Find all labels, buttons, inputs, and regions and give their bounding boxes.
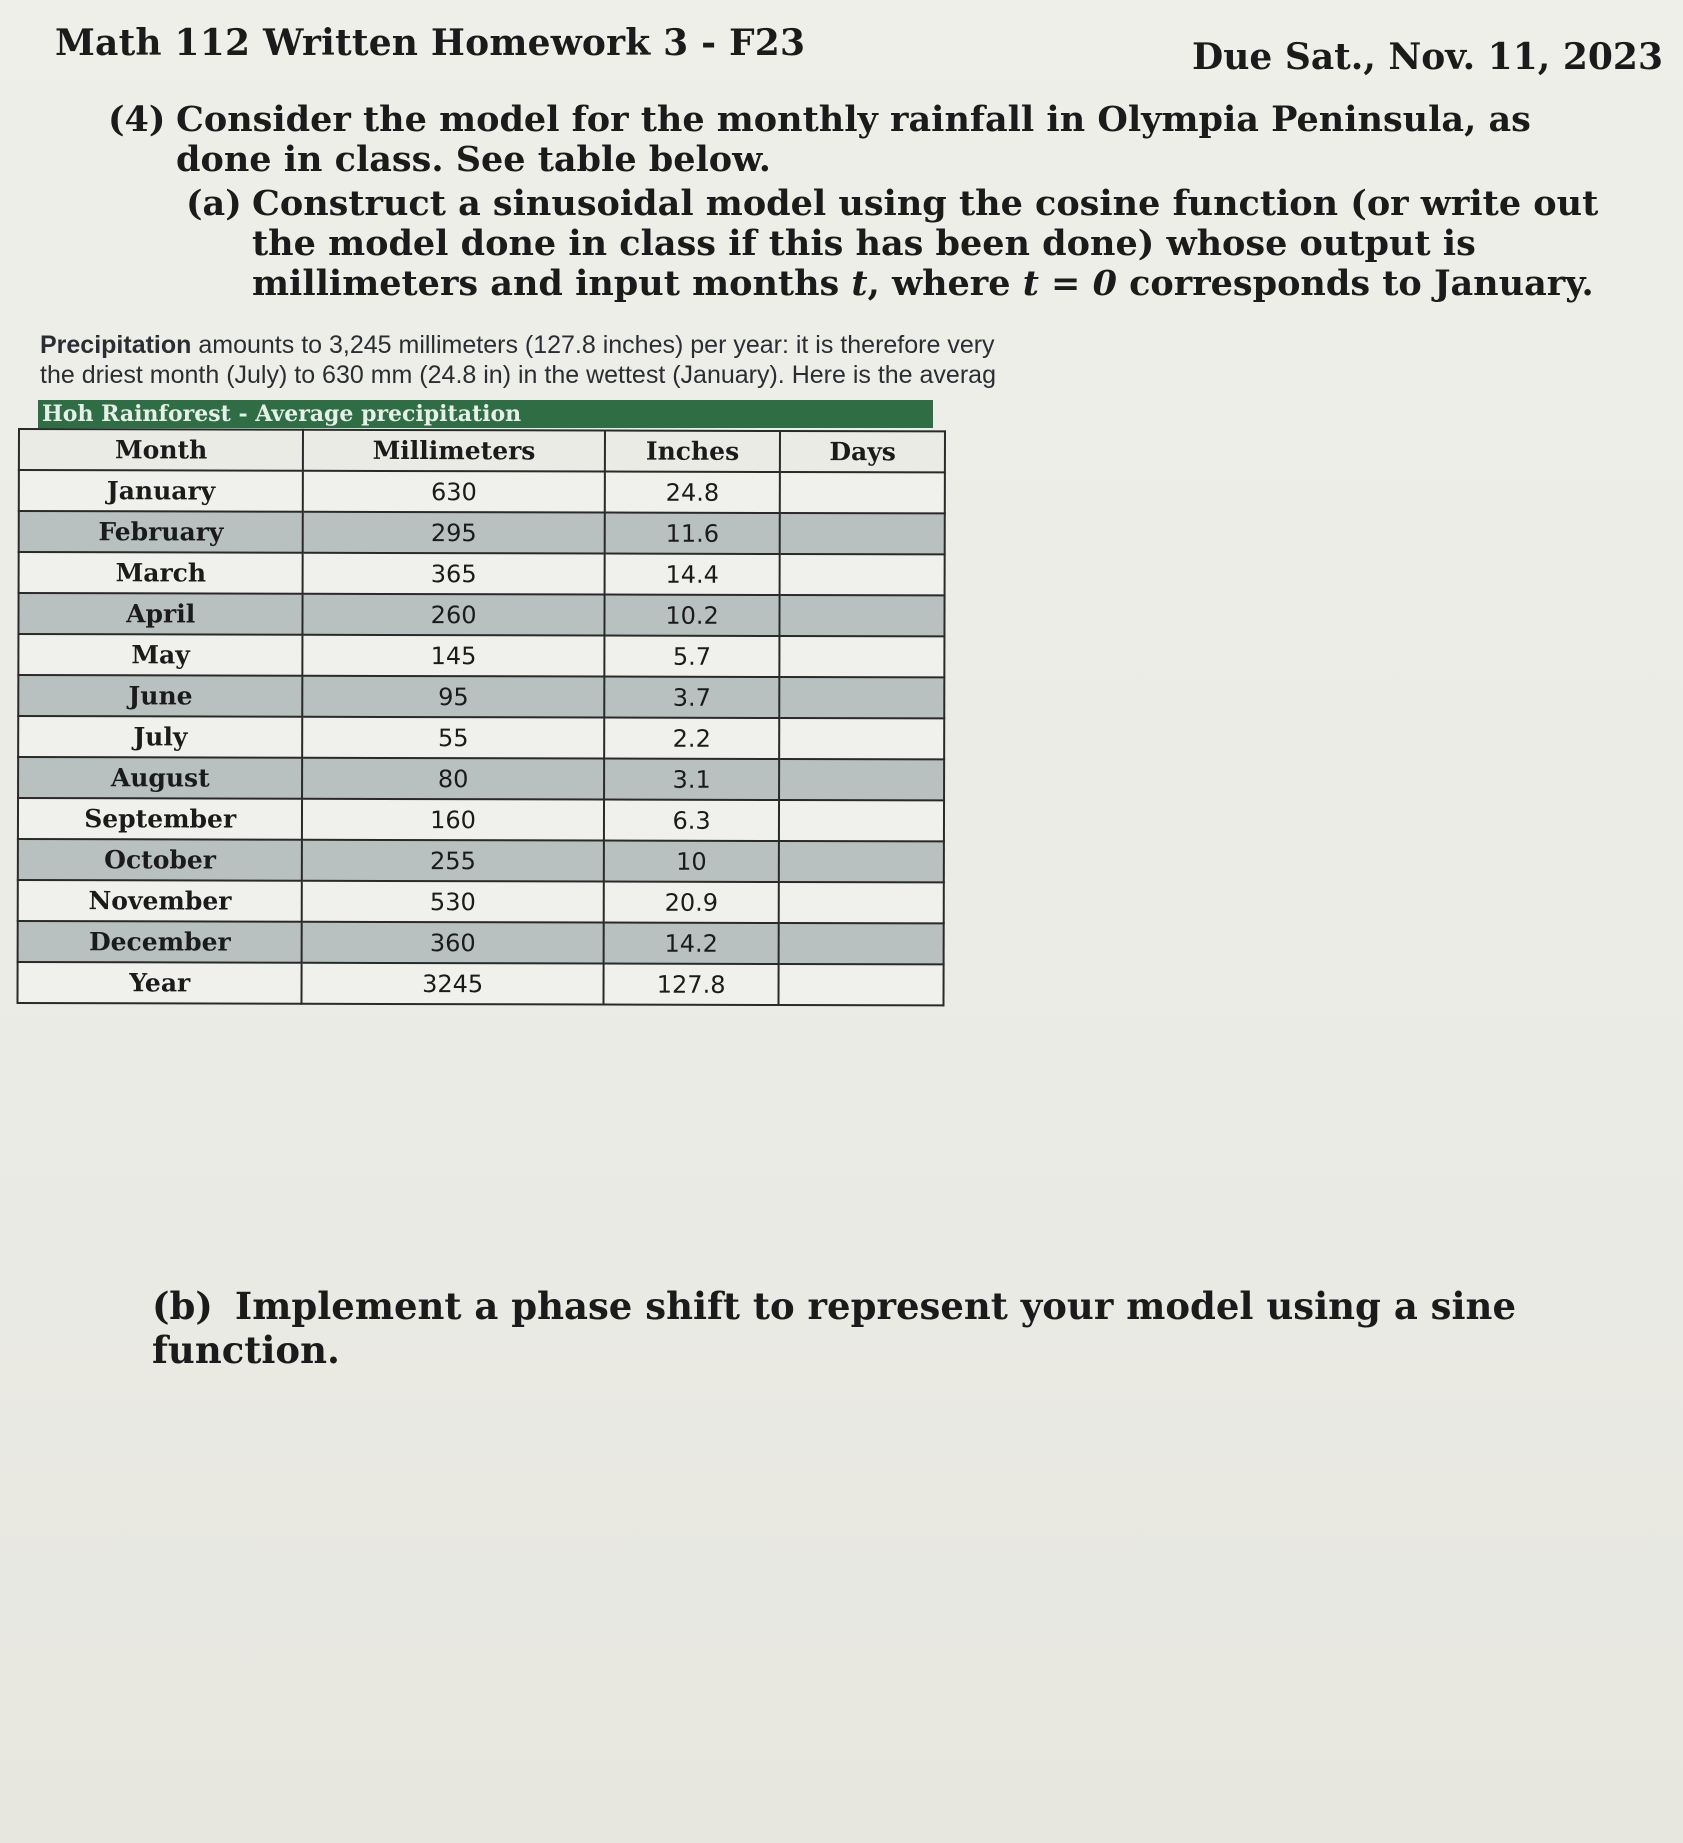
due-date: Due Sat., Nov. 11, 2023: [1192, 36, 1664, 78]
col-header-month: Month: [19, 429, 304, 471]
part-b-label: (b): [152, 1284, 213, 1328]
cell-mm: 255: [302, 840, 603, 882]
cell-mm: 365: [303, 553, 604, 595]
precipitation-table: [16, 428, 946, 1006]
table-row: [18, 716, 944, 759]
cell-days: [780, 472, 945, 513]
cell-mm: 360: [302, 922, 603, 964]
cell-in: 14.2: [603, 923, 779, 964]
cell-days: [780, 513, 945, 554]
cell-month: July: [18, 716, 303, 758]
cell-days: [780, 595, 945, 636]
cell-month: June: [18, 675, 303, 717]
cell-month: September: [18, 798, 303, 840]
cell-in: 10.2: [604, 595, 780, 636]
cell-mm: 160: [302, 799, 603, 841]
table-row-total: [17, 962, 943, 1005]
cell-mm: 295: [303, 512, 604, 554]
cell-month: Year: [17, 962, 302, 1004]
table-row: [18, 880, 944, 923]
part-b: [152, 1284, 1683, 1372]
cell-days: [780, 718, 945, 759]
cell-mm: 530: [302, 881, 603, 923]
cell-in: 127.8: [603, 964, 779, 1005]
cell-mm: 80: [302, 758, 603, 800]
table-row: [18, 757, 944, 800]
cell-days: [779, 923, 944, 964]
cell-in: 2.2: [604, 718, 780, 759]
cell-month: January: [19, 470, 304, 512]
cell-mm: 55: [303, 717, 604, 759]
cell-in: 20.9: [603, 882, 779, 923]
part-a-text-3: corresponds to January.: [1116, 263, 1594, 304]
table-title: Hoh Rainforest - Average precipitation: [38, 400, 933, 428]
part-a-text-2: , where: [867, 263, 1023, 304]
t-variable: t: [851, 263, 868, 304]
cell-in: 11.6: [604, 513, 780, 554]
table-row: [18, 798, 944, 841]
cell-mm: 3245: [302, 963, 603, 1005]
cell-month: October: [18, 839, 303, 881]
intro-line-2: the driest month (July) to 630 mm (24.8 in) in the wettest (January). Here is the averag: [40, 361, 996, 389]
problem-number: (4): [108, 99, 166, 140]
col-header-inches: Inches: [605, 431, 781, 472]
part-a-label: (a): [186, 183, 242, 224]
cell-mm: 145: [303, 635, 604, 677]
table-row: [18, 634, 944, 677]
table-row: [19, 511, 945, 554]
intro-line-1: amounts to 3,245 millimeters (127.8 inches) per year: it is therefore very: [191, 331, 995, 359]
cell-mm: 630: [303, 471, 604, 513]
cell-days: [779, 759, 944, 800]
part-a-text-1: Construct a sinusoidal model using the cosine function (or write out the model done in class if this has been done) whose output is millimeters and input months: [252, 183, 1599, 304]
cell-in: 24.8: [605, 472, 781, 513]
table-row: [18, 593, 944, 636]
cell-days: [780, 677, 945, 718]
cell-in: 6.3: [604, 800, 780, 841]
homework-title: Math 112 Written Homework 3 - F23: [55, 22, 806, 64]
cell-days: [780, 554, 945, 595]
cell-month: April: [18, 593, 303, 635]
cell-days: [779, 800, 944, 841]
table-row: [19, 552, 945, 595]
cell-mm: 95: [303, 676, 604, 718]
cell-month: December: [18, 921, 303, 963]
cell-days: [779, 841, 944, 882]
cell-month: February: [19, 511, 304, 553]
table-row: [18, 675, 944, 718]
col-header-days: Days: [780, 431, 945, 472]
t-equals-zero: t = 0: [1022, 263, 1117, 304]
clipping-intro: [40, 330, 1005, 402]
cell-days: [780, 636, 945, 677]
cell-in: 14.4: [604, 554, 780, 595]
cell-days: [779, 964, 944, 1005]
problem-text: Consider the model for the monthly rainfall in Olympia Peninsula, as done in class. See table below.: [176, 99, 1531, 180]
table-header-row: [19, 429, 945, 472]
cell-in: 10: [604, 841, 780, 882]
intro-bold-word: Precipitation: [40, 331, 192, 359]
table-row: [18, 839, 944, 882]
col-header-millimeters: Millimeters: [303, 430, 604, 472]
cell-month: August: [18, 757, 303, 799]
cell-in: 3.7: [604, 677, 780, 718]
cell-month: November: [18, 880, 303, 922]
cell-month: March: [19, 552, 304, 594]
cell-month: May: [18, 634, 303, 676]
table-row: [19, 470, 945, 513]
cell-mm: 260: [303, 594, 604, 636]
part-b-text: Implement a phase shift to represent your model using a sine function.: [152, 1284, 1516, 1372]
part-a-text: [252, 184, 1642, 304]
cell-in: 5.7: [604, 636, 780, 677]
cell-days: [779, 882, 944, 923]
table-row: [18, 921, 944, 964]
cell-in: 3.1: [604, 759, 780, 800]
